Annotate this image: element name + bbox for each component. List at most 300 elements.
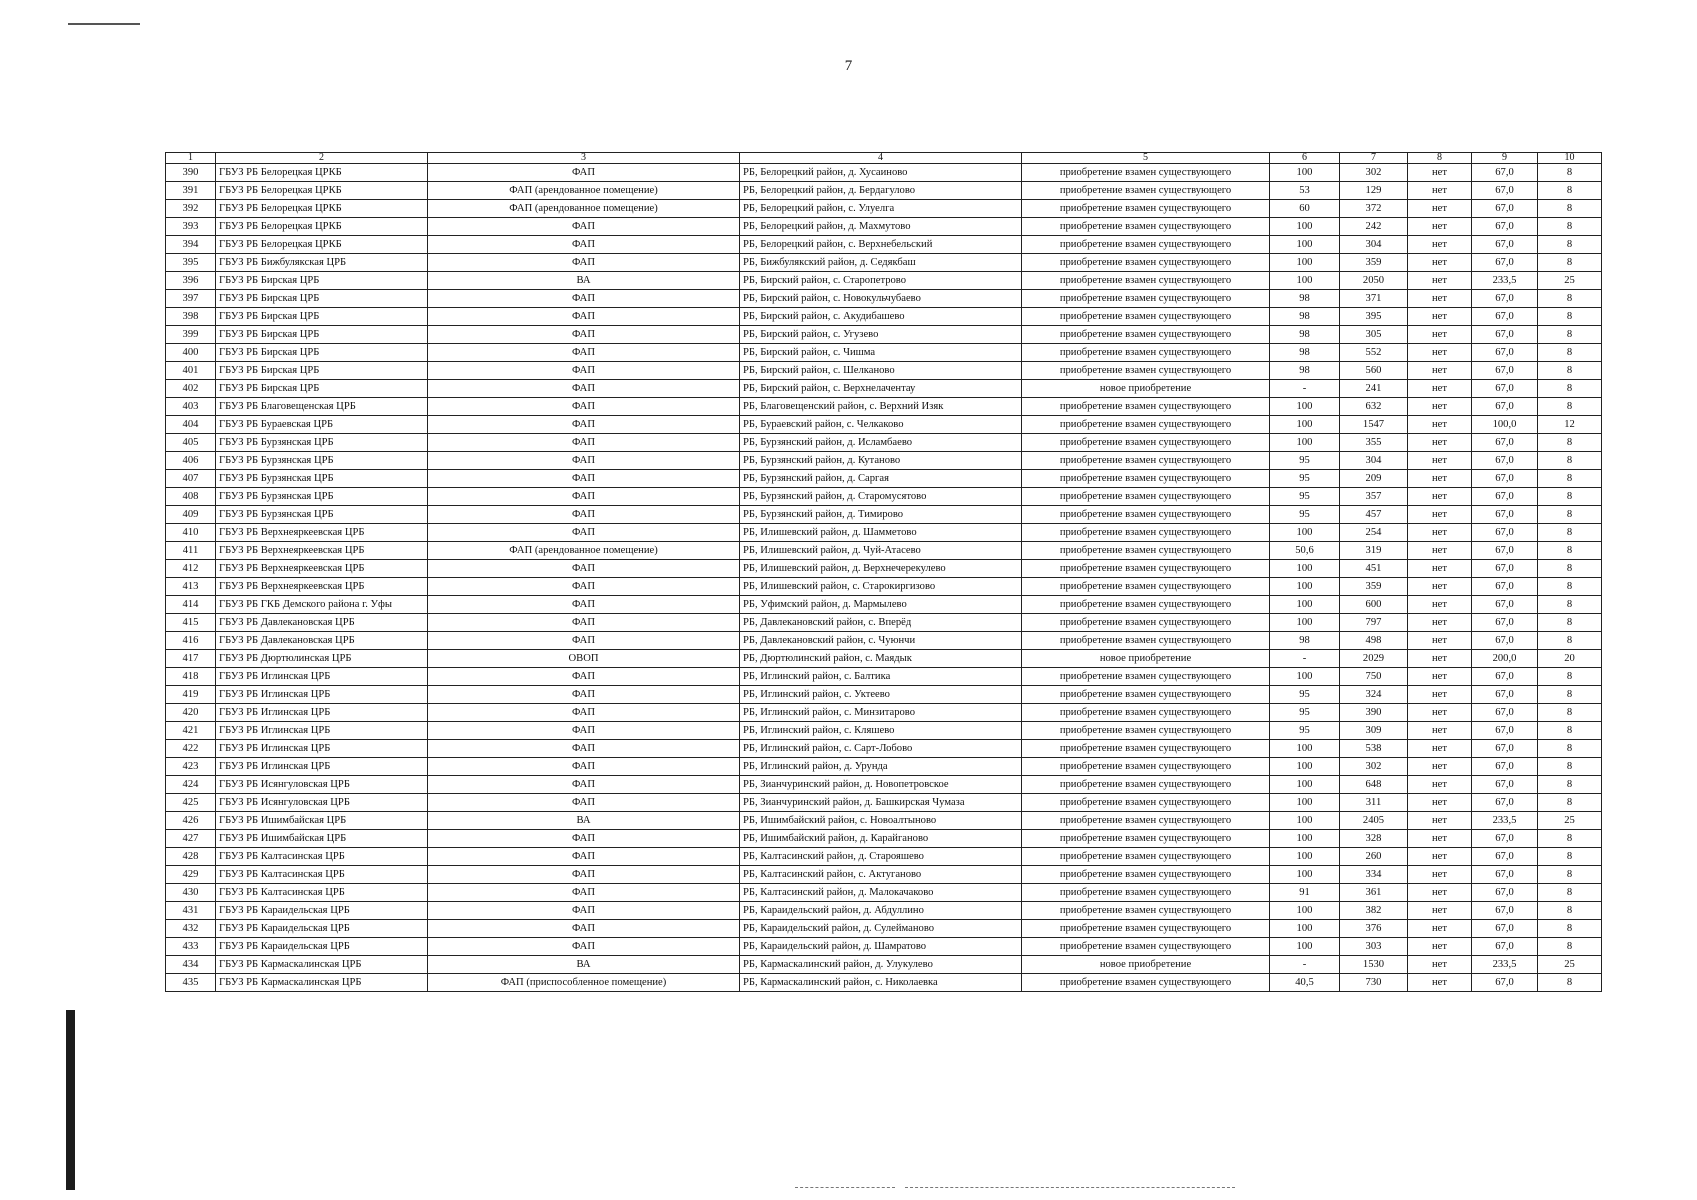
table-cell: 60 — [1270, 200, 1340, 218]
table-cell: 67,0 — [1472, 344, 1538, 362]
table-cell: РБ, Илишевский район, д. Чуй-Атасево — [740, 542, 1022, 560]
table-cell: нет — [1408, 434, 1472, 452]
table-cell: ГБУЗ РБ Караидельская ЦРБ — [216, 920, 428, 938]
table-cell: приобретение взамен существующего — [1022, 200, 1270, 218]
table-cell: приобретение взамен существующего — [1022, 848, 1270, 866]
table-cell: приобретение взамен существующего — [1022, 182, 1270, 200]
table-row — [166, 362, 1602, 380]
table-cell: нет — [1408, 362, 1472, 380]
table-row — [166, 344, 1602, 362]
table-cell: 254 — [1340, 524, 1408, 542]
table-cell: РБ, Бурзянский район, д. Старомусятово — [740, 488, 1022, 506]
table-cell: нет — [1408, 632, 1472, 650]
table-cell: 451 — [1340, 560, 1408, 578]
table-cell: ГБУЗ РБ Исянгуловская ЦРБ — [216, 794, 428, 812]
table-cell: приобретение взамен существующего — [1022, 542, 1270, 560]
table-row — [166, 326, 1602, 344]
column-header: 5 — [1022, 153, 1270, 164]
table-cell: 67,0 — [1472, 326, 1538, 344]
table-cell: нет — [1408, 614, 1472, 632]
table-cell: 100 — [1270, 254, 1340, 272]
table-cell: 67,0 — [1472, 218, 1538, 236]
table-cell: 355 — [1340, 434, 1408, 452]
table-cell: ГБУЗ РБ Белорецкая ЦРКБ — [216, 200, 428, 218]
table-cell: 8 — [1538, 758, 1602, 776]
table-cell: 67,0 — [1472, 398, 1538, 416]
table-cell: нет — [1408, 182, 1472, 200]
table-cell: 67,0 — [1472, 884, 1538, 902]
table-cell: РБ, Дюртюлинский район, с. Маядык — [740, 650, 1022, 668]
table-cell: 328 — [1340, 830, 1408, 848]
table-row — [166, 470, 1602, 488]
table-cell: РБ, Илишевский район, д. Верхнечерекулево — [740, 560, 1022, 578]
table-cell: нет — [1408, 308, 1472, 326]
table-cell: ГБУЗ РБ Белорецкая ЦРКБ — [216, 182, 428, 200]
table-cell: 412 — [166, 560, 216, 578]
table-cell: 67,0 — [1472, 974, 1538, 992]
table-cell: 209 — [1340, 470, 1408, 488]
table-cell: ФАП — [428, 830, 740, 848]
table-cell: приобретение взамен существующего — [1022, 776, 1270, 794]
table-cell: ФАП — [428, 938, 740, 956]
table-row — [166, 614, 1602, 632]
table-cell: 390 — [166, 164, 216, 182]
table-cell: 100 — [1270, 578, 1340, 596]
table-row — [166, 902, 1602, 920]
table-cell: 552 — [1340, 344, 1408, 362]
table-cell: ГБУЗ РБ Ишимбайская ЦРБ — [216, 830, 428, 848]
table-row — [166, 254, 1602, 272]
table-cell: РБ, Зианчуринский район, д. Башкирская Чумаза — [740, 794, 1022, 812]
table-cell: 67,0 — [1472, 542, 1538, 560]
table-cell: 423 — [166, 758, 216, 776]
table-cell: 233,5 — [1472, 272, 1538, 290]
table-cell: РБ, Иглинский район, с. Балтика — [740, 668, 1022, 686]
table-cell: 498 — [1340, 632, 1408, 650]
table-cell: нет — [1408, 254, 1472, 272]
table-cell: нет — [1408, 740, 1472, 758]
table-cell: ФАП — [428, 470, 740, 488]
table-cell: 372 — [1340, 200, 1408, 218]
table-cell: РБ, Караидельский район, д. Сулейманово — [740, 920, 1022, 938]
table-cell: 431 — [166, 902, 216, 920]
table-cell: РБ, Зианчуринский район, д. Новопетровское — [740, 776, 1022, 794]
table-cell: 414 — [166, 596, 216, 614]
table-cell: 8 — [1538, 938, 1602, 956]
column-header: 4 — [740, 153, 1022, 164]
table-cell: РБ, Бураевский район, с. Челкаково — [740, 416, 1022, 434]
table-cell: 241 — [1340, 380, 1408, 398]
column-header: 8 — [1408, 153, 1472, 164]
column-header: 6 — [1270, 153, 1340, 164]
table-cell: 8 — [1538, 398, 1602, 416]
table-cell: 8 — [1538, 236, 1602, 254]
table-row — [166, 506, 1602, 524]
table-cell: нет — [1408, 236, 1472, 254]
table-cell: 100 — [1270, 398, 1340, 416]
table-cell: ГБУЗ РБ Бурзянская ЦРБ — [216, 470, 428, 488]
column-header: 9 — [1472, 153, 1538, 164]
table-cell: 242 — [1340, 218, 1408, 236]
table-cell: ГБУЗ РБ Бирская ЦРБ — [216, 362, 428, 380]
table-row — [166, 218, 1602, 236]
table-cell: ФАП (приспособленное помещение) — [428, 974, 740, 992]
table-cell: ФАП — [428, 164, 740, 182]
table-cell: 40,5 — [1270, 974, 1340, 992]
table-cell: 8 — [1538, 290, 1602, 308]
table-cell: ГБУЗ РБ Бирская ЦРБ — [216, 326, 428, 344]
table-cell: нет — [1408, 326, 1472, 344]
table-cell: 424 — [166, 776, 216, 794]
table-cell: ГБУЗ РБ Иглинская ЦРБ — [216, 722, 428, 740]
table-cell: ГБУЗ РБ Благовещенская ЦРБ — [216, 398, 428, 416]
table-cell: 100 — [1270, 938, 1340, 956]
table-cell: 67,0 — [1472, 740, 1538, 758]
table-cell: 359 — [1340, 578, 1408, 596]
table-cell: 8 — [1538, 164, 1602, 182]
table-cell: нет — [1408, 848, 1472, 866]
table-row — [166, 848, 1602, 866]
table-cell: приобретение взамен существующего — [1022, 758, 1270, 776]
table-cell: ГБУЗ РБ Верхнеяркеевская ЦРБ — [216, 524, 428, 542]
table-cell: РБ, Бирский район, с. Шелканово — [740, 362, 1022, 380]
table-cell: РБ, Иглинский район, с. Сарт-Лобово — [740, 740, 1022, 758]
table-cell: 305 — [1340, 326, 1408, 344]
table-cell: РБ, Бирский район, с. Верхнелачентау — [740, 380, 1022, 398]
table-cell: 98 — [1270, 308, 1340, 326]
table-cell: нет — [1408, 830, 1472, 848]
table-cell: 399 — [166, 326, 216, 344]
table-cell: нет — [1408, 794, 1472, 812]
table-cell: 2405 — [1340, 812, 1408, 830]
table-cell: нет — [1408, 758, 1472, 776]
table-cell: нет — [1408, 470, 1472, 488]
table-cell: приобретение взамен существующего — [1022, 362, 1270, 380]
table-cell: ФАП (арендованное помещение) — [428, 542, 740, 560]
table-cell: нет — [1408, 956, 1472, 974]
table-cell: РБ, Ишимбайский район, с. Новоалтыново — [740, 812, 1022, 830]
table-cell: нет — [1408, 542, 1472, 560]
table-cell: ФАП — [428, 776, 740, 794]
table-cell: 376 — [1340, 920, 1408, 938]
table-cell: нет — [1408, 920, 1472, 938]
table-row — [166, 578, 1602, 596]
table-cell: ГБУЗ РБ Иглинская ЦРБ — [216, 758, 428, 776]
table-cell: ГБУЗ РБ Дюртюлинская ЦРБ — [216, 650, 428, 668]
table-cell: 67,0 — [1472, 848, 1538, 866]
table-cell: РБ, Калтасинский район, с. Актуганово — [740, 866, 1022, 884]
table-cell: 432 — [166, 920, 216, 938]
table-cell: РБ, Бурзянский район, д. Кутаново — [740, 452, 1022, 470]
table-row — [166, 974, 1602, 992]
column-header: 2 — [216, 153, 428, 164]
table-cell: ФАП — [428, 722, 740, 740]
table-cell: приобретение взамен существующего — [1022, 614, 1270, 632]
table-cell: ФАП — [428, 668, 740, 686]
table-cell: 435 — [166, 974, 216, 992]
table-cell: РБ, Давлекановский район, с. Вперёд — [740, 614, 1022, 632]
table-cell: ФАП — [428, 884, 740, 902]
table-cell: 428 — [166, 848, 216, 866]
table-cell: ФАП — [428, 902, 740, 920]
table-cell: ГБУЗ РБ Калтасинская ЦРБ — [216, 884, 428, 902]
table-cell: РБ, Бижбулякский район, д. Седякбаш — [740, 254, 1022, 272]
table-cell: нет — [1408, 974, 1472, 992]
scan-binding-edge — [66, 1010, 75, 1190]
table-cell: РБ, Бурзянский район, д. Тимирово — [740, 506, 1022, 524]
table-row — [166, 668, 1602, 686]
table-row — [166, 542, 1602, 560]
table-cell: 8 — [1538, 776, 1602, 794]
table-cell: 95 — [1270, 722, 1340, 740]
table-cell: 407 — [166, 470, 216, 488]
table-cell: приобретение взамен существующего — [1022, 308, 1270, 326]
table-row — [166, 956, 1602, 974]
table-cell: РБ, Белорецкий район, д. Махмутово — [740, 218, 1022, 236]
table-cell: 8 — [1538, 668, 1602, 686]
table-cell: ГБУЗ РБ Бурзянская ЦРБ — [216, 452, 428, 470]
table-cell: 1530 — [1340, 956, 1408, 974]
table-row — [166, 380, 1602, 398]
table-cell: нет — [1408, 686, 1472, 704]
table-row — [166, 704, 1602, 722]
table-cell: 67,0 — [1472, 704, 1538, 722]
table-row — [166, 272, 1602, 290]
table-row — [166, 416, 1602, 434]
table-cell: нет — [1408, 272, 1472, 290]
table-cell: 25 — [1538, 812, 1602, 830]
table-cell: приобретение взамен существующего — [1022, 722, 1270, 740]
table-cell: нет — [1408, 902, 1472, 920]
table-row — [166, 686, 1602, 704]
table-row — [166, 758, 1602, 776]
table-cell: РБ, Илишевский район, д. Шамметово — [740, 524, 1022, 542]
table-cell: 8 — [1538, 632, 1602, 650]
table-row — [166, 596, 1602, 614]
table-cell: 8 — [1538, 974, 1602, 992]
table-cell: 8 — [1538, 704, 1602, 722]
table-cell: нет — [1408, 866, 1472, 884]
table-cell: 797 — [1340, 614, 1408, 632]
table-cell: приобретение взамен существующего — [1022, 326, 1270, 344]
table-cell: 398 — [166, 308, 216, 326]
table-cell: 95 — [1270, 488, 1340, 506]
column-header: 1 — [166, 153, 216, 164]
table-cell: ГБУЗ РБ Бирская ЦРБ — [216, 290, 428, 308]
table-cell: 304 — [1340, 236, 1408, 254]
table-cell: 304 — [1340, 452, 1408, 470]
table-cell: 95 — [1270, 506, 1340, 524]
table-cell: 324 — [1340, 686, 1408, 704]
table-cell: 98 — [1270, 362, 1340, 380]
table-cell: 1547 — [1340, 416, 1408, 434]
table-row — [166, 866, 1602, 884]
scan-artifact-dots — [905, 1187, 1235, 1189]
table-cell: 8 — [1538, 470, 1602, 488]
table-cell: 67,0 — [1472, 938, 1538, 956]
table-row — [166, 560, 1602, 578]
table-cell: РБ, Бирский район, с. Угузево — [740, 326, 1022, 344]
table-cell: ОВОП — [428, 650, 740, 668]
table-cell: ФАП — [428, 866, 740, 884]
table-cell: - — [1270, 380, 1340, 398]
table-cell: приобретение взамен существующего — [1022, 416, 1270, 434]
column-header: 7 — [1340, 153, 1408, 164]
table-row — [166, 920, 1602, 938]
table-cell: 415 — [166, 614, 216, 632]
table-cell: 8 — [1538, 596, 1602, 614]
table-cell: 67,0 — [1472, 470, 1538, 488]
table-cell: приобретение взамен существующего — [1022, 974, 1270, 992]
table-cell: приобретение взамен существующего — [1022, 398, 1270, 416]
table-cell: 25 — [1538, 272, 1602, 290]
table-cell: 560 — [1340, 362, 1408, 380]
table-cell: РБ, Благовещенский район, с. Верхний Изяк — [740, 398, 1022, 416]
table-cell: 67,0 — [1472, 668, 1538, 686]
table-cell: РБ, Иглинский район, с. Кляшево — [740, 722, 1022, 740]
table-cell: приобретение взамен существующего — [1022, 434, 1270, 452]
table-cell: ГБУЗ РБ Давлекановская ЦРБ — [216, 614, 428, 632]
table-cell: РБ, Бирский район, с. Новокульчубаево — [740, 290, 1022, 308]
table-row — [166, 434, 1602, 452]
table-cell: 100 — [1270, 866, 1340, 884]
table-cell: 8 — [1538, 344, 1602, 362]
table-cell: РБ, Бурзянский район, д. Саргая — [740, 470, 1022, 488]
table-cell: ГБУЗ РБ Бирская ЦРБ — [216, 272, 428, 290]
table-row — [166, 830, 1602, 848]
table-cell: ФАП — [428, 578, 740, 596]
table-cell: 403 — [166, 398, 216, 416]
table-cell: приобретение взамен существующего — [1022, 344, 1270, 362]
table-cell: 100 — [1270, 830, 1340, 848]
table-cell: 390 — [1340, 704, 1408, 722]
table-cell: 67,0 — [1472, 380, 1538, 398]
table-cell: ФАП — [428, 434, 740, 452]
table-cell: 98 — [1270, 632, 1340, 650]
table-cell: 100 — [1270, 164, 1340, 182]
table-cell: 67,0 — [1472, 776, 1538, 794]
table-cell: 67,0 — [1472, 596, 1538, 614]
table-cell: 8 — [1538, 722, 1602, 740]
table-cell: 417 — [166, 650, 216, 668]
table-cell: 100 — [1270, 794, 1340, 812]
table-cell: 100 — [1270, 434, 1340, 452]
table-cell: приобретение взамен существующего — [1022, 272, 1270, 290]
table-cell: 457 — [1340, 506, 1408, 524]
table-cell: РБ, Илишевский район, с. Старокиргизово — [740, 578, 1022, 596]
table-cell: ВА — [428, 812, 740, 830]
table-cell: ГБУЗ РБ Иглинская ЦРБ — [216, 668, 428, 686]
table-cell: РБ, Кармаскалинский район, с. Николаевка — [740, 974, 1022, 992]
table-cell: - — [1270, 956, 1340, 974]
table-cell: нет — [1408, 812, 1472, 830]
table-cell: ФАП — [428, 920, 740, 938]
table-cell: 100 — [1270, 614, 1340, 632]
table-cell: ГБУЗ РБ Бижбулякская ЦРБ — [216, 254, 428, 272]
table-row — [166, 398, 1602, 416]
table-cell: РБ, Иглинский район, с. Уктеево — [740, 686, 1022, 704]
table-cell: 53 — [1270, 182, 1340, 200]
table-cell: 420 — [166, 704, 216, 722]
table-cell: ФАП — [428, 794, 740, 812]
table-cell: РБ, Белорецкий район, с. Улуелга — [740, 200, 1022, 218]
table-cell: 409 — [166, 506, 216, 524]
table-cell: 371 — [1340, 290, 1408, 308]
table-cell: 67,0 — [1472, 794, 1538, 812]
table-cell: 100 — [1270, 560, 1340, 578]
table-cell: 8 — [1538, 380, 1602, 398]
table-cell: 361 — [1340, 884, 1408, 902]
table-cell: 434 — [166, 956, 216, 974]
table-cell: ФАП (арендованное помещение) — [428, 200, 740, 218]
table-cell: 8 — [1538, 524, 1602, 542]
table-cell: 8 — [1538, 884, 1602, 902]
table-cell: 67,0 — [1472, 182, 1538, 200]
table-cell: 426 — [166, 812, 216, 830]
table-cell: приобретение взамен существующего — [1022, 290, 1270, 308]
table-cell: 422 — [166, 740, 216, 758]
table-cell: ФАП — [428, 740, 740, 758]
table-cell: 8 — [1538, 200, 1602, 218]
table-cell: 413 — [166, 578, 216, 596]
scan-artifact-dots — [795, 1187, 895, 1189]
table-cell: приобретение взамен существующего — [1022, 560, 1270, 578]
table-cell: РБ, Бирский район, с. Акудибашево — [740, 308, 1022, 326]
table-cell: 406 — [166, 452, 216, 470]
table-cell: ГБУЗ РБ ГКБ Демского района г. Уфы — [216, 596, 428, 614]
table-cell: 392 — [166, 200, 216, 218]
table-cell: 8 — [1538, 830, 1602, 848]
table-cell: 425 — [166, 794, 216, 812]
table-cell: 8 — [1538, 452, 1602, 470]
table-cell: ФАП — [428, 848, 740, 866]
table-cell: 404 — [166, 416, 216, 434]
table-cell: нет — [1408, 164, 1472, 182]
table-cell: приобретение взамен существующего — [1022, 704, 1270, 722]
table-cell: ГБУЗ РБ Иглинская ЦРБ — [216, 740, 428, 758]
table-cell: 67,0 — [1472, 902, 1538, 920]
table-cell: 2029 — [1340, 650, 1408, 668]
table-cell: 67,0 — [1472, 452, 1538, 470]
table-cell: 67,0 — [1472, 830, 1538, 848]
table-cell: 405 — [166, 434, 216, 452]
table-cell: нет — [1408, 200, 1472, 218]
table-cell: приобретение взамен существующего — [1022, 830, 1270, 848]
table-cell: приобретение взамен существующего — [1022, 470, 1270, 488]
table-cell: ВА — [428, 956, 740, 974]
table-cell: ГБУЗ РБ Бурзянская ЦРБ — [216, 506, 428, 524]
table-cell: нет — [1408, 704, 1472, 722]
table-cell: РБ, Белорецкий район, д. Хусаиново — [740, 164, 1022, 182]
table-cell: приобретение взамен существующего — [1022, 686, 1270, 704]
table-cell: 419 — [166, 686, 216, 704]
table-cell: приобретение взамен существующего — [1022, 740, 1270, 758]
table-cell: 8 — [1538, 326, 1602, 344]
table-cell: 302 — [1340, 758, 1408, 776]
table-cell: 421 — [166, 722, 216, 740]
table-cell: ФАП — [428, 632, 740, 650]
table-row — [166, 938, 1602, 956]
scan-artifact-line — [68, 23, 140, 25]
table-cell: ГБУЗ РБ Бураевская ЦРБ — [216, 416, 428, 434]
table-cell: 67,0 — [1472, 632, 1538, 650]
table-row — [166, 884, 1602, 902]
table-cell: РБ, Караидельский район, д. Абдуллино — [740, 902, 1022, 920]
table-cell: РБ, Иглинский район, д. Урунда — [740, 758, 1022, 776]
table-cell: 8 — [1538, 794, 1602, 812]
table-cell: ФАП — [428, 560, 740, 578]
table-cell: РБ, Белорецкий район, с. Верхнебельский — [740, 236, 1022, 254]
